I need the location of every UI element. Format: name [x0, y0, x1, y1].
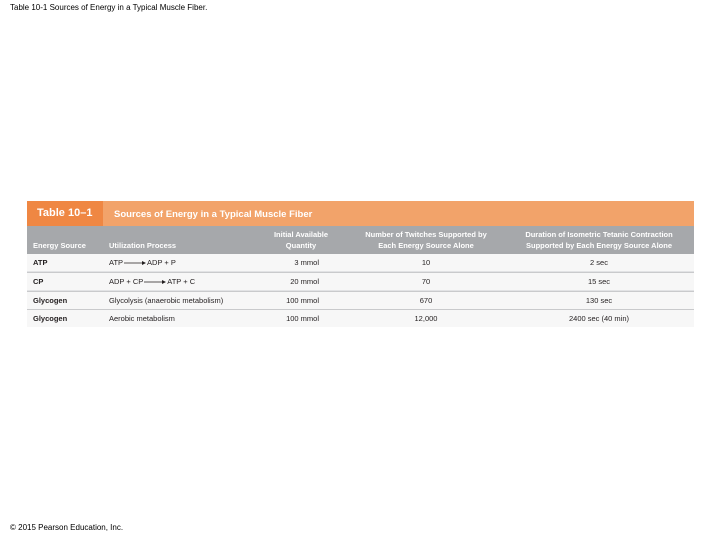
table-row: [27, 292, 694, 309]
copyright-notice: © 2015 Pearson Education, Inc.: [10, 523, 124, 532]
row-duration: 2400 sec (40 min): [568, 314, 630, 323]
row-twitches: 10: [421, 258, 431, 267]
row-twitches: 70: [421, 277, 431, 286]
row-utilization-process: [109, 277, 195, 286]
slide-title: Table 10-1 Sources of Energy in a Typical Muscle Fiber.: [10, 3, 208, 12]
row-duration: 15 sec: [587, 277, 611, 286]
row-twitches: 670: [419, 296, 433, 305]
process-reactant: ATP: [109, 258, 124, 267]
row-twitches: 12,000: [414, 314, 438, 323]
table-number: Table 10–1: [37, 207, 93, 219]
row-duration: 2 sec: [590, 258, 608, 267]
row-initial-quantity: 100 mmol: [286, 314, 319, 323]
header-energy-source: Energy Source: [33, 241, 86, 250]
header-twitches-line2: Each Energy Source Alone: [378, 241, 474, 250]
header-duration-line2: Supported by Each Energy Source Alone: [525, 241, 672, 250]
table-row: [27, 310, 694, 327]
energy-sources-table: [27, 201, 694, 326]
header-initial-quantity-line1: Initial Available: [273, 230, 329, 239]
row-duration: 130 sec: [585, 296, 613, 305]
reaction-arrow-icon: [144, 279, 166, 285]
table-row: [27, 254, 694, 271]
process-product: ATP + C: [167, 277, 196, 286]
process-product: ADP + P: [147, 258, 176, 267]
table-header-row: [27, 226, 694, 254]
row-initial-quantity: 20 mmol: [290, 277, 319, 286]
header-initial-quantity: [257, 229, 345, 251]
table-row: [27, 273, 694, 290]
row-energy-source: ATP: [33, 258, 48, 267]
header-utilization-process: Utilization Process: [109, 241, 177, 250]
reaction-arrow-icon: [124, 260, 146, 266]
process-reactant: ADP + CP: [109, 277, 144, 286]
row-initial-quantity: 3 mmol: [294, 258, 319, 267]
row-energy-source: Glycogen: [33, 314, 68, 323]
table-number-tab: [27, 201, 103, 226]
table-title: Sources of Energy in a Typical Muscle Fiber: [114, 209, 313, 220]
row-energy-source: CP: [33, 277, 44, 286]
header-twitches: [349, 229, 503, 251]
row-initial-quantity: 100 mmol: [286, 296, 319, 305]
row-utilization-process: Glycolysis (anaerobic metabolism): [109, 296, 224, 305]
header-twitches-line1: Number of Twitches Supported by: [365, 230, 487, 239]
header-duration: [507, 229, 691, 251]
table-banner: [27, 201, 694, 226]
row-utilization-process: [109, 258, 176, 267]
header-duration-line1: Duration of Isometric Tetanic Contraction: [525, 230, 673, 239]
row-utilization-process: Aerobic metabolism: [109, 314, 175, 323]
row-energy-source: Glycogen: [33, 296, 68, 305]
header-initial-quantity-line2: Quantity: [285, 241, 317, 250]
